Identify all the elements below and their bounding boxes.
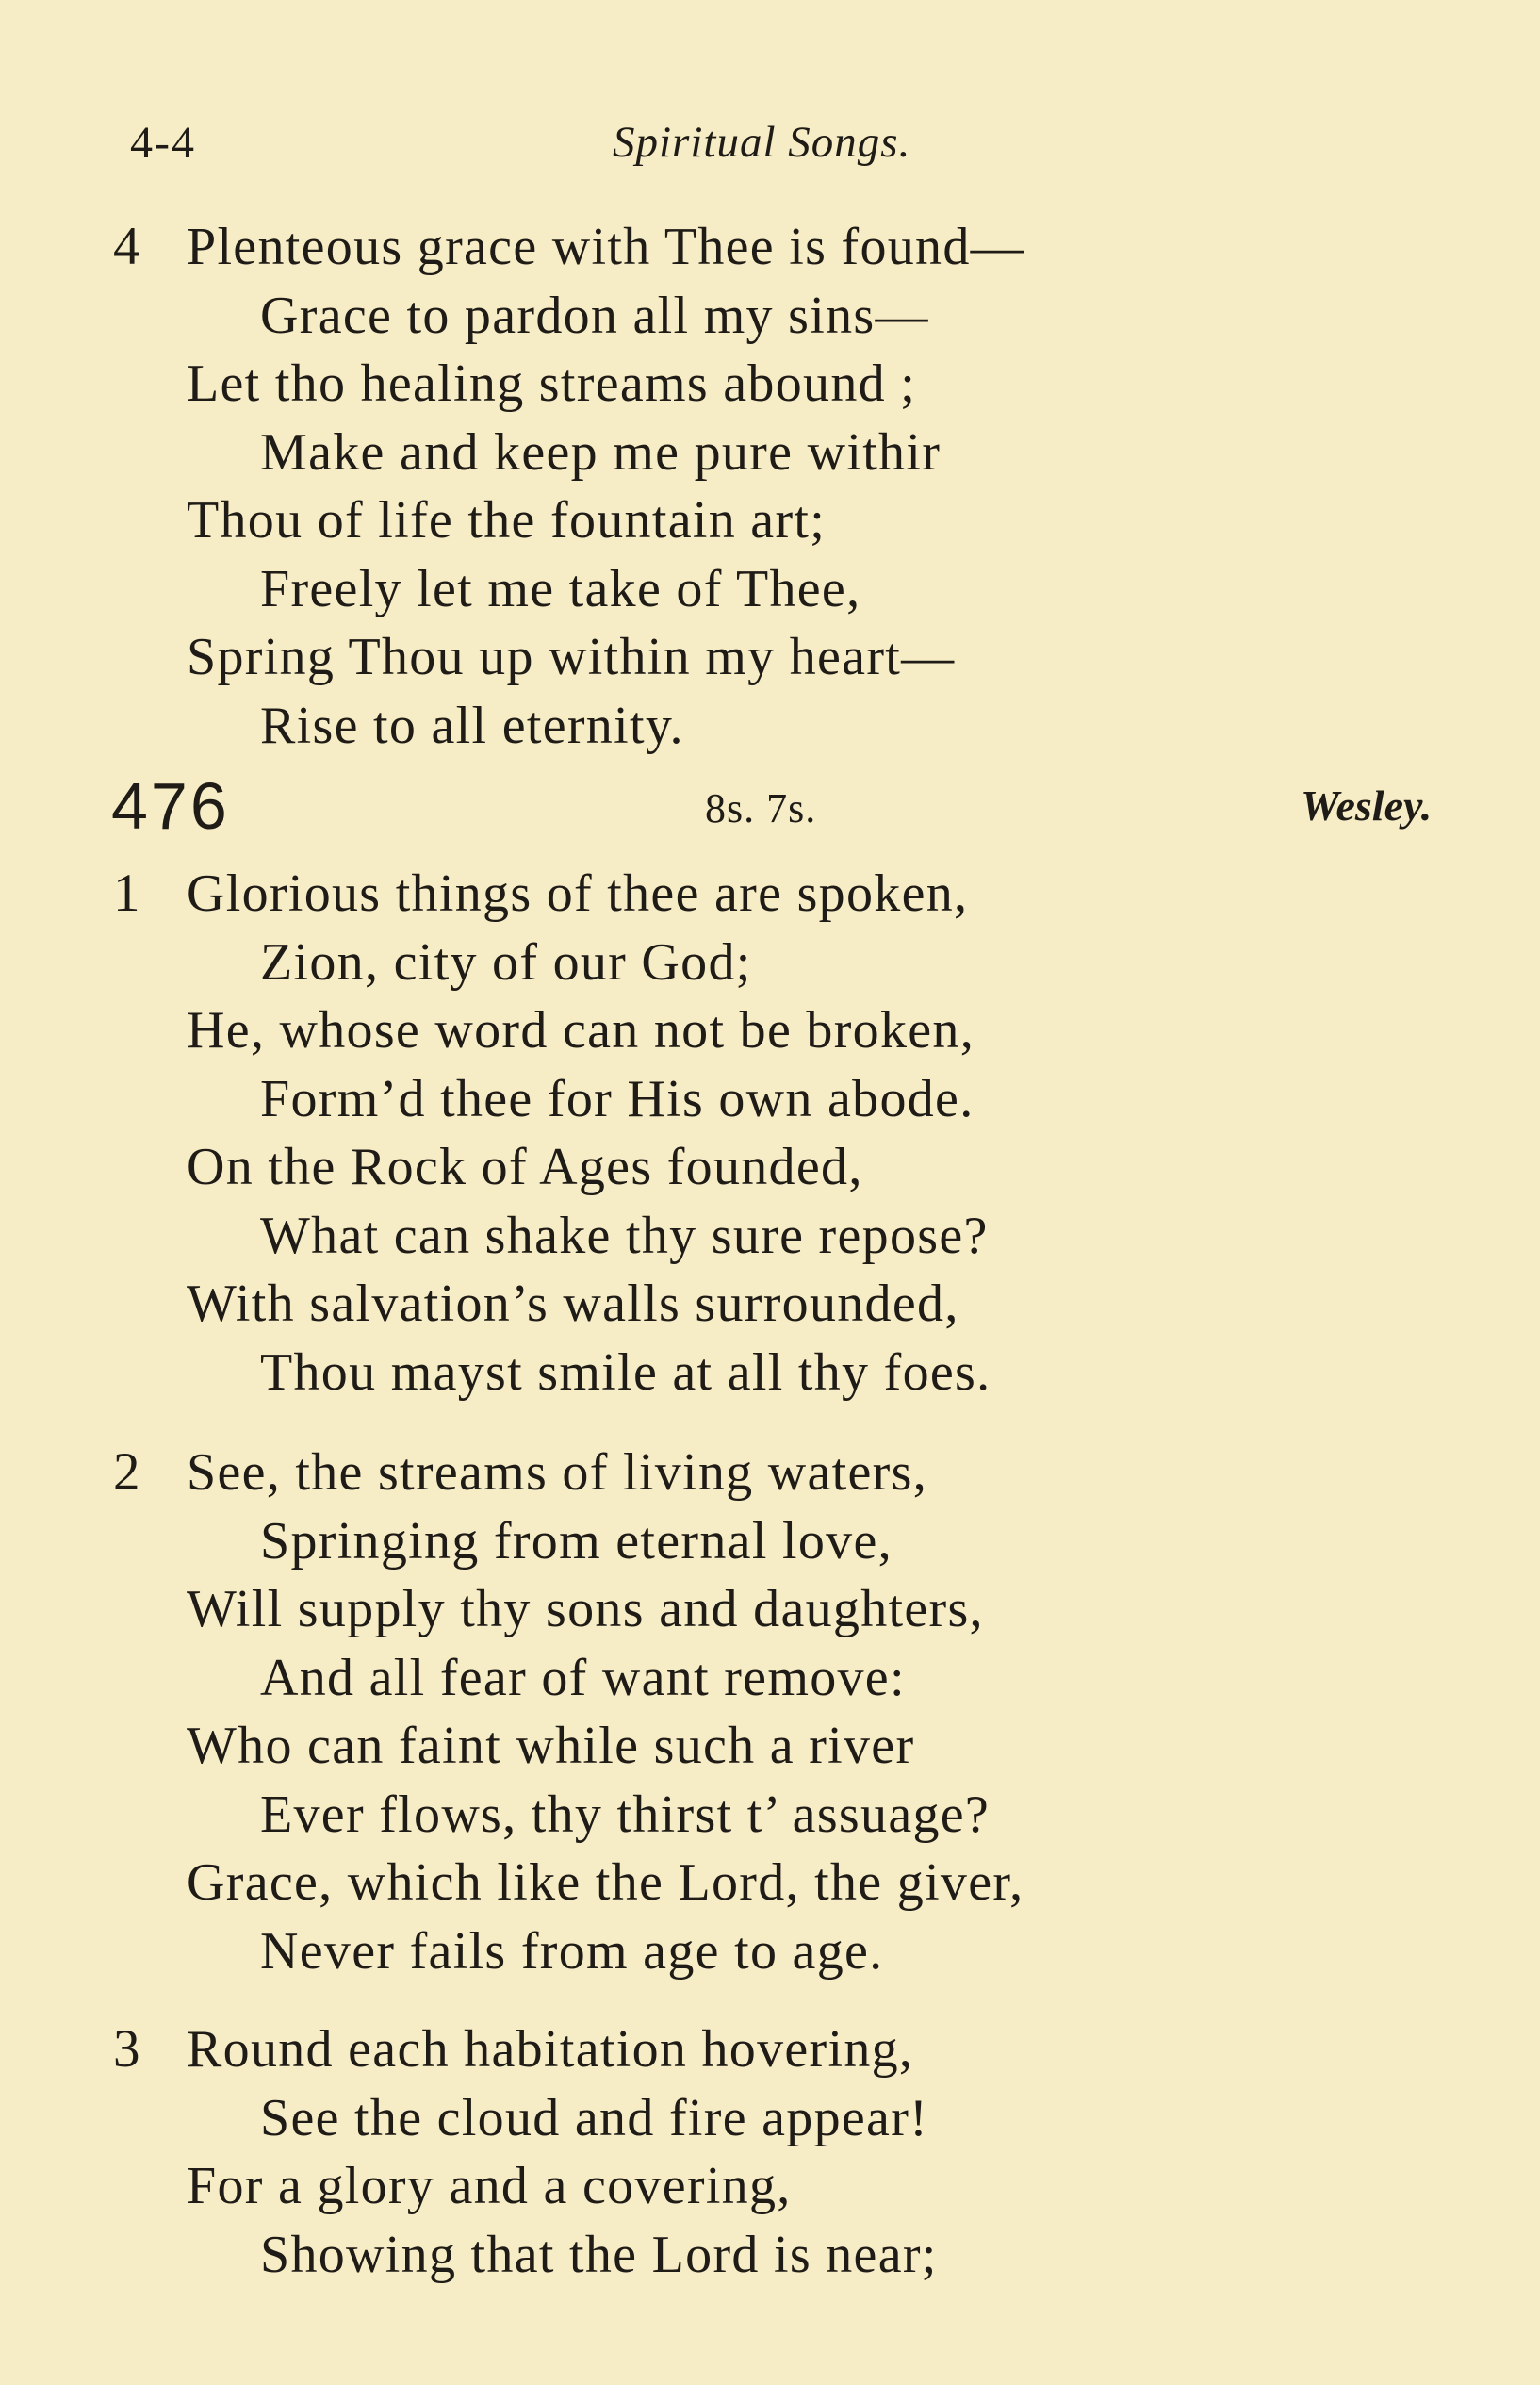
- stanza-number: 1: [113, 864, 140, 923]
- verse-line: Showing that the Lord is near;: [260, 2225, 938, 2284]
- verse-line: Will supply thy sons and daughters,: [187, 1580, 984, 1638]
- verse-line: What can shake thy sure repose?: [260, 1206, 989, 1265]
- continued-stanza: [0, 213, 1540, 760]
- verse-line: Ever flows, thy thirst t’ assuage?: [260, 1785, 991, 1844]
- verse-line: Freely let me take of Thee,: [260, 559, 861, 618]
- verse-line: Thou mayst smile at all thy foes.: [260, 1342, 991, 1402]
- verse-line: And all fear of want remove:: [260, 1648, 906, 1707]
- stanza-number: 4: [113, 217, 140, 276]
- verse-lines: [0, 213, 1540, 760]
- verse-line: Never fails from age to age.: [260, 1921, 884, 1981]
- verse-line: Let tho healing streams abound ;: [187, 354, 917, 413]
- stanza-3: [0, 2015, 1540, 2289]
- verse-line: Make and keep me pure withir: [260, 422, 942, 482]
- verse-line: Who can faint while such a river: [187, 1717, 915, 1775]
- verse-line: Form’d thee for His own abode.: [260, 1069, 975, 1128]
- hymn-author: Wesley.: [1301, 781, 1433, 830]
- hymn-number: 476: [111, 769, 230, 843]
- stanza-number: 2: [113, 1442, 140, 1502]
- verse-line: Thou of life the fountain art;: [187, 491, 827, 550]
- verse-line: Glorious things of thee are spoken,: [187, 864, 969, 923]
- verse-line: Zion, city of our God;: [260, 932, 752, 992]
- verse-line: Round each habitation hovering,: [187, 2020, 914, 2079]
- verse-lines: [0, 1439, 1540, 1985]
- page-number: 4-4: [130, 118, 196, 168]
- verse-line: He, whose word can not be broken,: [187, 1001, 975, 1060]
- verse-line: Grace, which like the Lord, the giver,: [187, 1853, 1024, 1912]
- verse-line: See, the streams of living waters,: [187, 1443, 928, 1502]
- verse-line: Grace to pardon all my sins—: [260, 286, 929, 345]
- verse-line: Springing from eternal love,: [260, 1511, 893, 1571]
- verse-line: For a glory and a covering,: [187, 2157, 792, 2215]
- page-header: [0, 0, 1540, 207]
- verse-lines: [0, 2015, 1540, 2289]
- stanza-1: [0, 860, 1540, 1406]
- verse-line: See the cloud and fire appear!: [260, 2088, 929, 2147]
- verse-lines: [0, 860, 1540, 1406]
- stanza-2: [0, 1439, 1540, 1985]
- stanza-number: 3: [113, 2019, 140, 2079]
- running-title: Spiritual Songs.: [613, 118, 911, 167]
- verse-line: Spring Thou up within my heart—: [187, 628, 956, 686]
- verse-line: With salvation’s walls surrounded,: [187, 1275, 959, 1333]
- verse-line: On the Rock of Ages founded,: [187, 1138, 863, 1196]
- verse-line: Plenteous grace with Thee is found—: [187, 218, 1024, 276]
- verse-line: Rise to all eternity.: [260, 696, 684, 755]
- hymn-heading: [0, 769, 1540, 867]
- hymn-meter: 8s. 7s.: [705, 785, 817, 831]
